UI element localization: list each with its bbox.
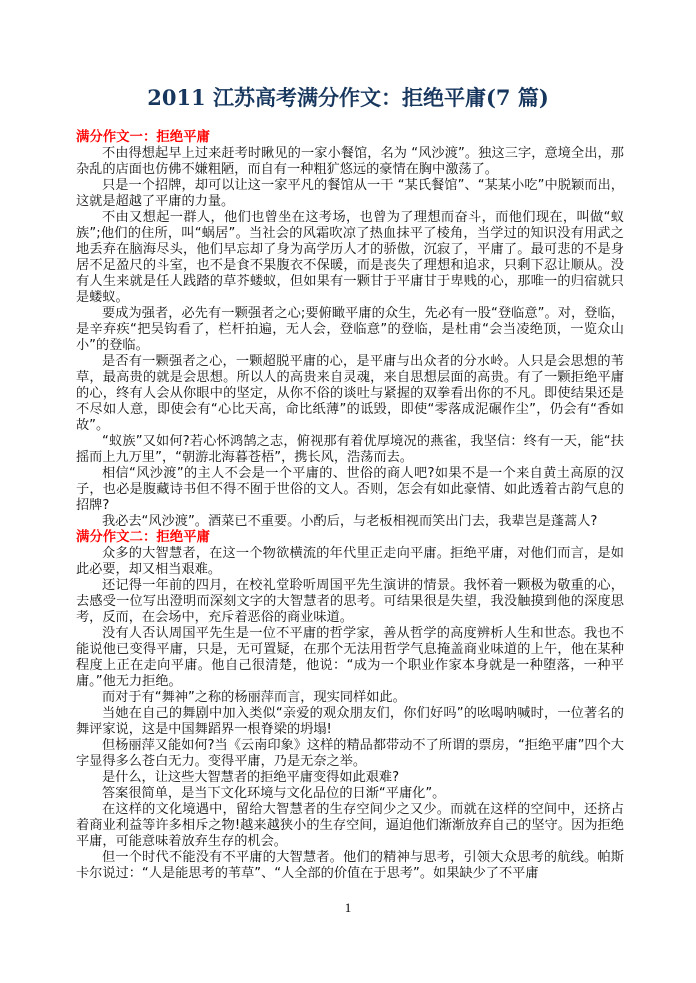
paragraph: 不由得想起早上过来赶考时瞅见的一家小餐馆，名为 “风沙渡”。独这三字，意境全出，那杂乱的店面也仿佛不嫌粗陋，而自有一种粗犷悠远的豪情在胸中激荡了。 <box>76 146 624 177</box>
paragraph: 众多的大智慧者，在这一个物欲横流的年代里正走向平庸。拒绝平庸，对他们而言，是如此必要，却又相当艰难。 <box>76 546 624 577</box>
paragraph: 但一个时代不能没有不平庸的大智慧者。他们的精神与思考，引领大众思考的航线。帕斯卡尔说过：“人是能思考的苇草”、“人全部的价值在于思考”。如果缺少了不平庸 <box>76 850 624 881</box>
paragraph: 在这样的文化境遇中，留给大智慧者的生存空间少之又少。而就在这样的空间中，还挤占着商业利益等许多相斥之物!越来越狭小的生存空间，逼迫他们渐渐放弃自己的坚守。因为拒绝平庸，可能意味着放弃生存的机会。 <box>76 802 624 849</box>
paragraph: 是什么，让这些大智慧者的拒绝平庸变得如此艰难? <box>102 770 400 785</box>
paragraph: 不由又想起一群人，他们也曾坐在这考场，也曾为了理想而奋斗，而他们现在，叫做“蚁族”;他们的住所，叫“蜗居”。当社会的风霜吹凉了热血抹平了棱角，当学过的知识没有用武之地丢弃在脑海尽头，他们早忘却了身为高学历人才的骄傲，沉寂了，平庸了。最可悲的不是身居不足盈尺的斗室，也不是食不果腹衣不保暖，而是丧失了理想和追求，只剩下忍让顺从。没有人生来就是任人践踏的草芥蝼蚁，但如果有一颗甘于平庸甘于卑贱的心，那唯一的归宿就只是蝼蚁。 <box>76 210 624 305</box>
paragraph: 我必去“风沙渡”。酒菜已不重要。小酌后，与老板相视而笑出门去，我辈岂是蓬蒿人? <box>102 514 598 529</box>
document-body <box>76 130 624 882</box>
section-heading: 满分作文一：拒绝平庸 <box>76 130 210 145</box>
paragraph: 是否有一颗强者之心，一颗超脱平庸的心，是平庸与出众者的分水岭。人只是会思想的苇草，最高贵的就是会思想。所以人的高贵来自灵魂，来自思想层面的高贵。有了一颗拒绝平庸的心，终有人会从你眼中的坚定，从你不俗的谈吐与紧握的双拳看出你的不凡。即使结果还是不尽如人意，即使会有“心比天高，命比纸薄”的诋毁，即使“零落成泥碾作尘”，仍会有“香如故”。 <box>76 354 624 433</box>
paragraph: 而对于有“舞神”之称的杨丽萍而言，现实同样如此。 <box>102 690 406 705</box>
paragraph: 答案很简单，是当下文化环境与文化品位的日渐“平庸化”。 <box>102 786 446 801</box>
paragraph: 当她在自己的舞剧中加入类似“亲爱的观众朋友们，你们好吗”的吆喝呐喊时，一位著名的舞评家说，这是中国舞蹈界一根脊梁的坍塌! <box>76 706 624 737</box>
paragraph: 只是一个招牌，却可以让这一家平凡的餐馆从一干 “某氏餐馆”、“某某小吃”中脱颖而出，这就是超越了平庸的力量。 <box>76 178 624 209</box>
paragraph: 相信“风沙渡”的主人不会是一个平庸的、世俗的商人吧?如果不是一个来自黄土高原的汉子，也必是腹藏诗书但不得不囿于世俗的文人。否则，怎会有如此豪情、如此透着古韵气息的招牌? <box>76 466 624 513</box>
paragraph: 但杨丽萍又能如何?当《云南印象》这样的精品都带动不了所谓的票房，“拒绝平庸”四个大字显得多么苍白无力。变得平庸，乃是无奈之举。 <box>76 738 624 769</box>
paragraph: 还记得一年前的四月，在校礼堂聆听周国平先生演讲的情景。我怀着一颗极为敬重的心，去感受一位写出澄明而深刻文字的大智慧者的思考。可结果很是失望，我没触摸到他的深度思考，反而，在会场中，充斥着恶俗的商业味道。 <box>76 578 624 625</box>
paragraph: “蚁族”又如何?若心怀鸿鹄之志，俯视那有着优厚境况的燕雀，我坚信：终有一天，能“扶摇而上九万里”，“朝游北海暮苍梧”，携长风，浩荡而去。 <box>76 434 624 465</box>
paragraph: 要成为强者，必先有一颗强者之心;要俯瞰平庸的众生，先必有一股“登临意”。对，登临，是辛弃疾“把吴钩看了，栏杆拍遍，无人会，登临意”的登临，是杜甫“会当凌绝顶，一览众山小”的登临。 <box>76 306 624 353</box>
paragraph: 没有人否认周国平先生是一位不平庸的哲学家，善从哲学的高度辨析人生和世态。我也不能说他已变得平庸，只是，无可置疑，在那个无法用哲学气息掩盖商业味道的上午，他在某种程度上正在走向平庸。他自己很清楚，他说：“成为一个职业作家本身就是一种堕落，一种平庸。”他无力拒绝。 <box>76 626 624 689</box>
page-number: 1 <box>344 900 352 915</box>
document-title: 2011 江苏高考满分作文：拒绝平庸(7 篇) <box>147 85 549 110</box>
section-heading: 满分作文二：拒绝平庸 <box>76 530 210 545</box>
